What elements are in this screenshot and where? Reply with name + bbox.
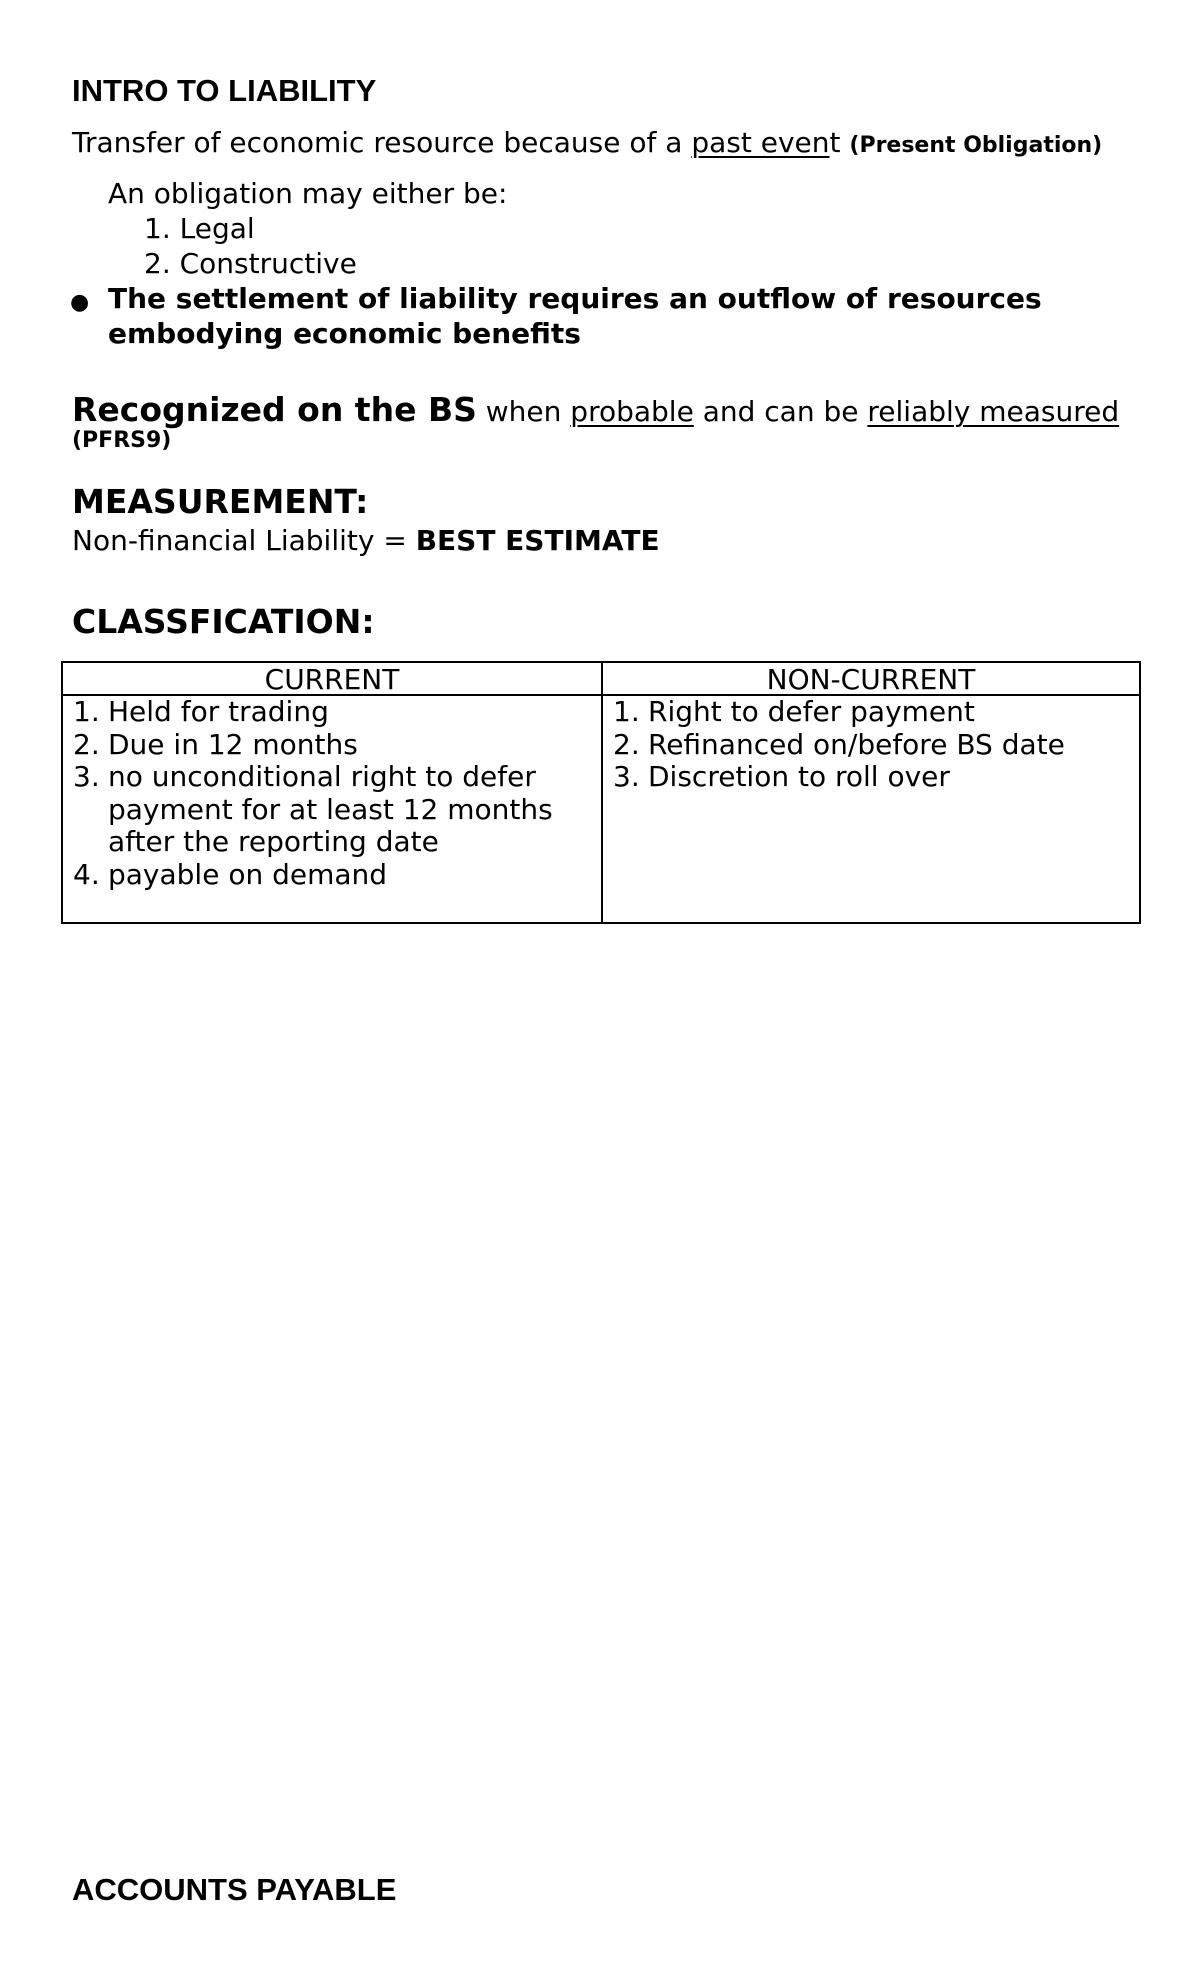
definition-note: (Present Obligation) (849, 133, 1103, 158)
classification-title: CLASSFICATION: (72, 602, 375, 641)
list-item (603, 696, 1139, 729)
list-item-number: 3. (73, 760, 100, 793)
accounts-payable-title: ACCOUNTS PAYABLE (72, 1872, 397, 1907)
obligation-item-constructive: 2. Constructive (144, 247, 357, 280)
list-item-number: 3. (613, 760, 640, 793)
definition-underlined: past even (691, 126, 830, 159)
recognition-statement (72, 390, 1119, 432)
obligation-item-legal: 1. Legal (144, 212, 255, 245)
list-item-number: 2. (73, 727, 100, 761)
list-item (63, 859, 601, 892)
list-item-text: Due in 12 months (108, 727, 358, 761)
list-item (603, 729, 1139, 762)
list-item (63, 761, 578, 859)
obligation-heading: An obligation may either be: (108, 177, 508, 210)
list-item-text: Discretion to roll over (648, 760, 950, 793)
classification-table (61, 661, 1141, 924)
list-item-text: Refinanced on/before BS date (648, 727, 1065, 761)
list-item-text: Right to defer payment (648, 695, 975, 728)
list-item (63, 696, 601, 729)
list-item-text: no unconditional right to defer payment for at least 12 months after the reporting date (108, 760, 553, 858)
current-list (63, 696, 601, 891)
bullet-marker: ● (70, 290, 90, 315)
intro-title: INTRO TO LIABILITY (72, 73, 377, 108)
list-item (63, 729, 601, 762)
definition-prefix: Transfer of economic resource because of a (72, 126, 692, 159)
measurement-title: MEASUREMENT: (72, 482, 369, 521)
liability-definition (72, 126, 1102, 163)
current-column (63, 663, 603, 922)
measurement-label: Non-financial Liability = (72, 524, 416, 557)
measurement-line (72, 524, 660, 558)
list-item-number: 2. (613, 727, 640, 761)
list-item-number: 1. (613, 695, 640, 728)
list-item-number: 4. (73, 857, 100, 891)
noncurrent-column (603, 663, 1139, 922)
noncurrent-header: NON-CURRENT (603, 663, 1139, 696)
definition-suffix: t (829, 126, 850, 159)
list-item (603, 761, 1139, 794)
settlement-bullet-line-2: embodying economic benefits (108, 317, 581, 350)
recognition-lead: Recognized on the BS (72, 390, 477, 429)
recognition-probable: probable (570, 395, 694, 428)
recognition-text-1: when (476, 395, 571, 428)
recognition-text-2: and can be (693, 395, 868, 428)
list-item-number: 1. (73, 695, 100, 728)
noncurrent-list (603, 696, 1139, 794)
measurement-value: BEST ESTIMATE (415, 524, 660, 557)
list-item-text: Held for trading (108, 695, 329, 728)
recognition-reference: (PFRS9) (72, 428, 172, 453)
settlement-bullet-line-1: The settlement of liability requires an outflow of resources (108, 282, 1042, 315)
recognition-reliably-measured: reliably measured (867, 395, 1120, 428)
list-item-text: payable on demand (108, 857, 388, 891)
current-header: CURRENT (63, 663, 601, 696)
